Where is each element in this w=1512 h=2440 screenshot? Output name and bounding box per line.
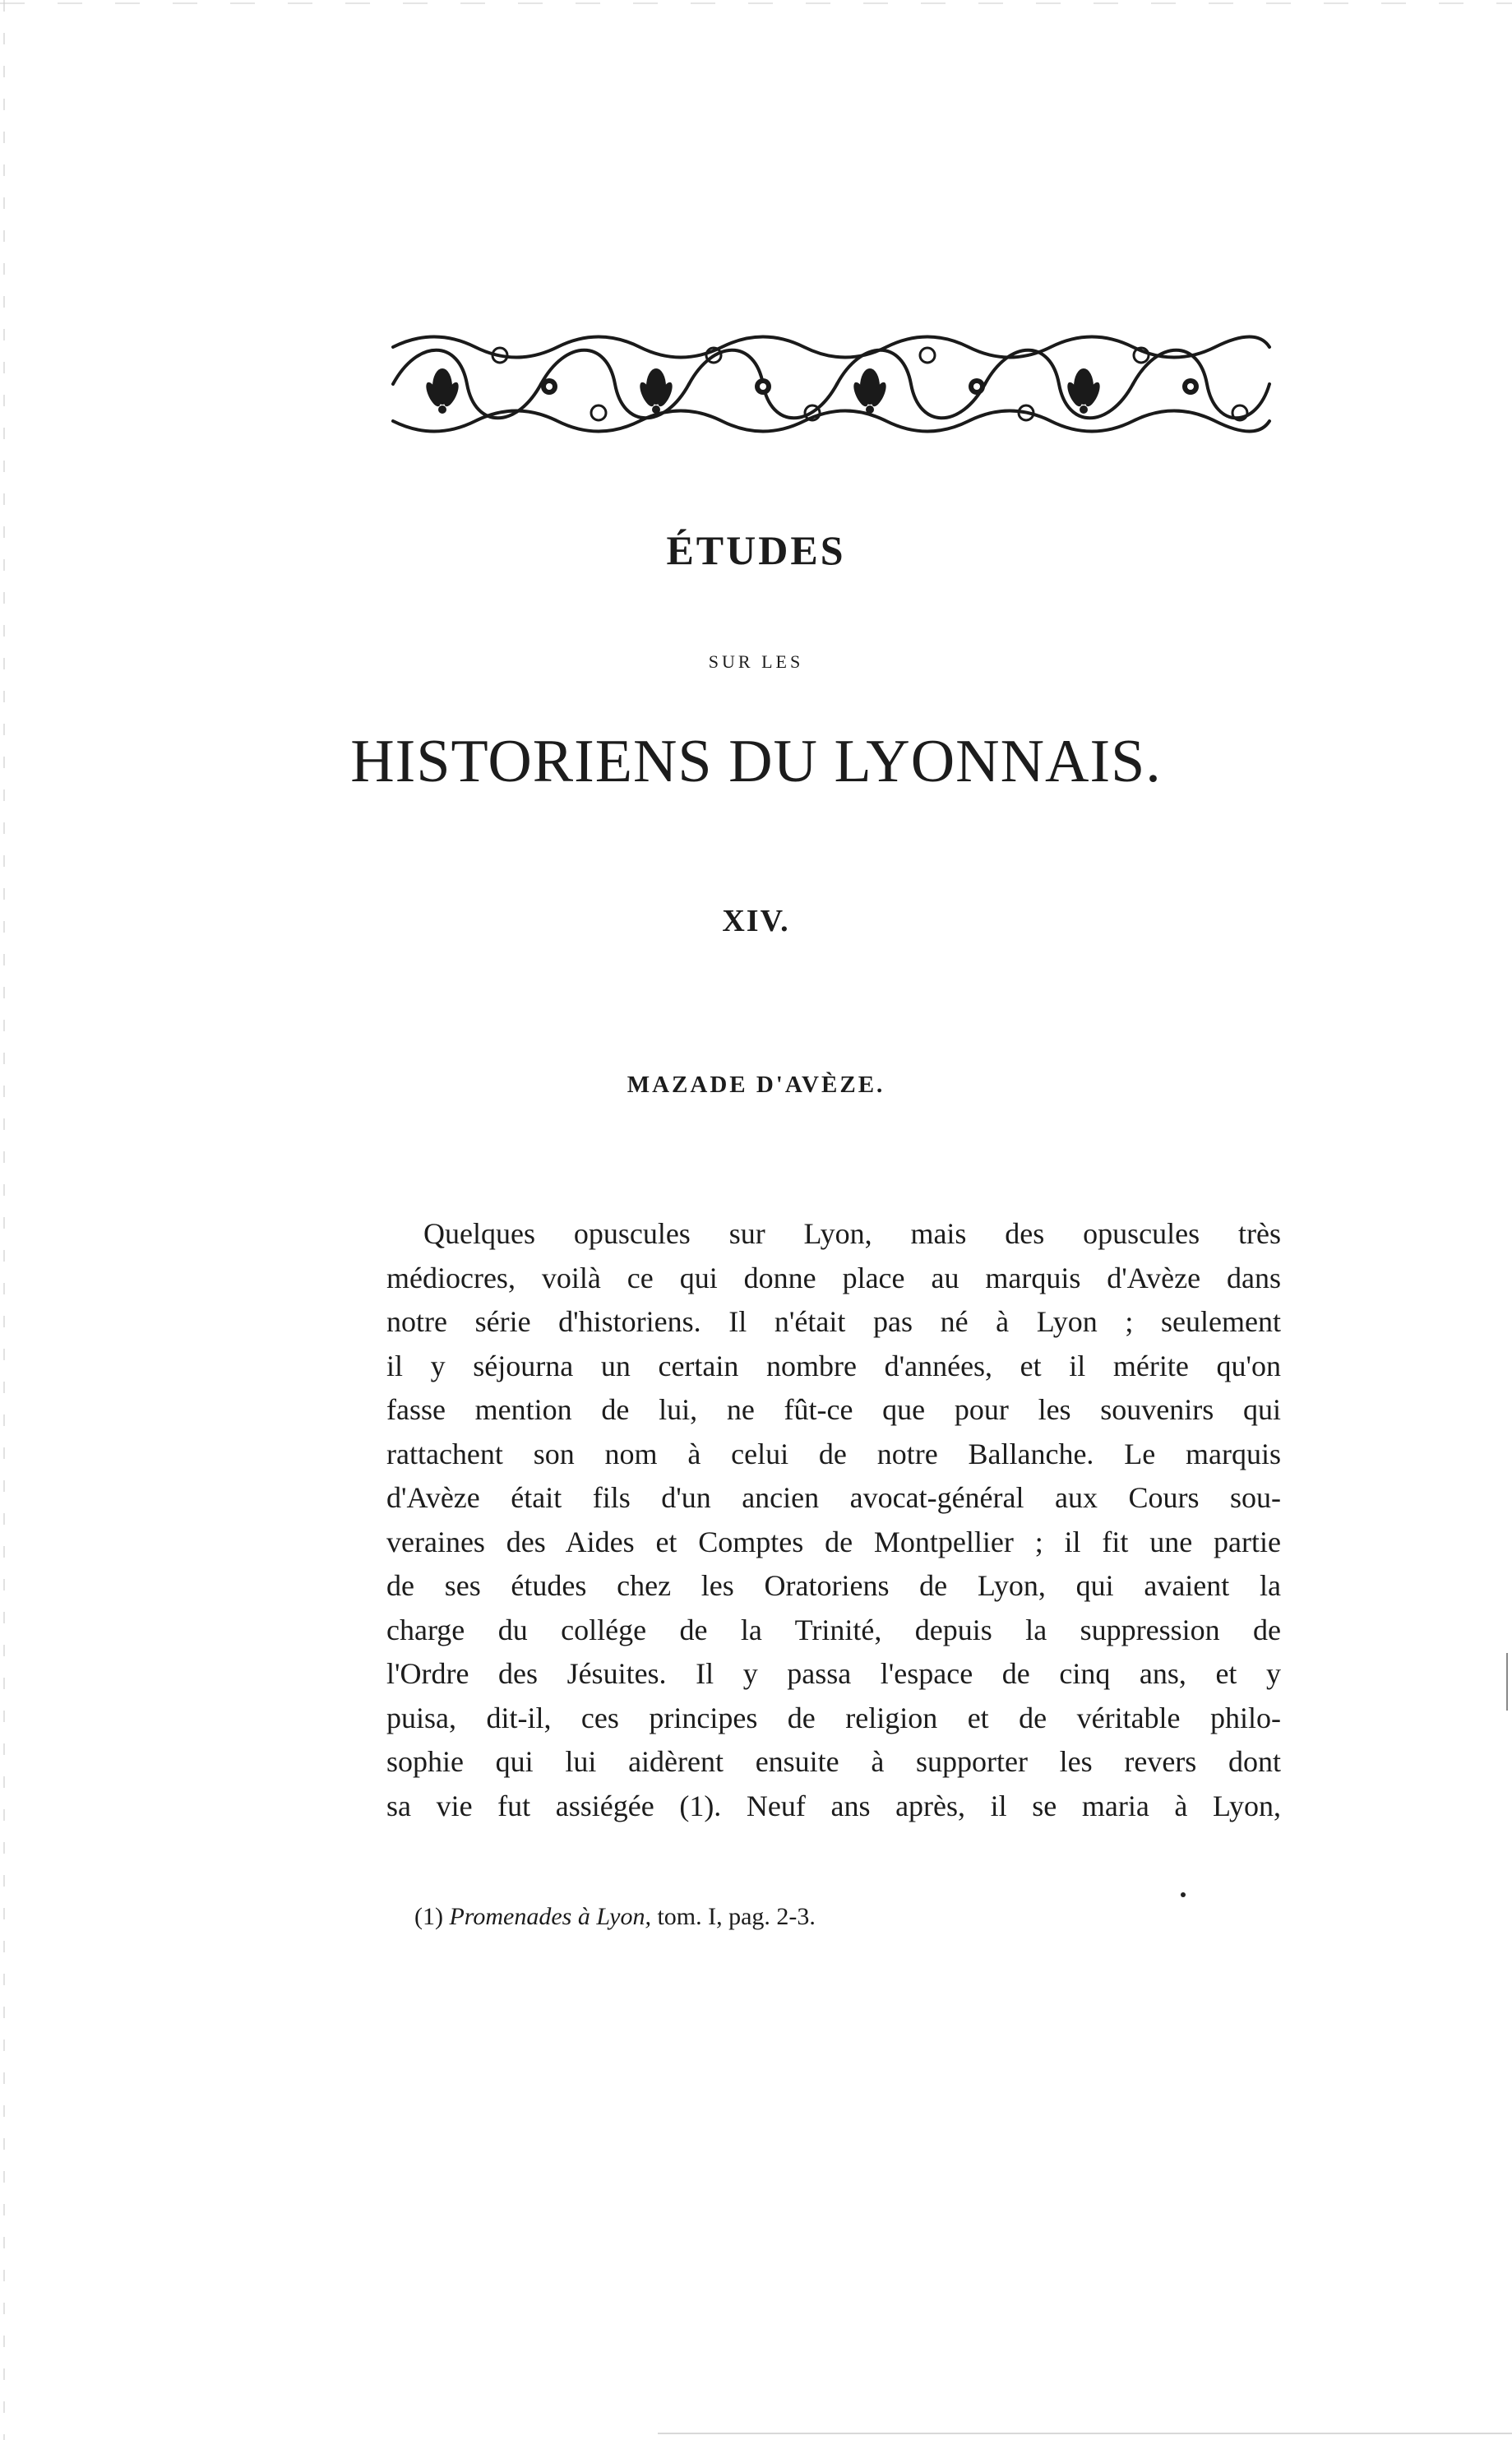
title-connector: SUR LES <box>708 651 804 672</box>
body-paragraph <box>386 1212 1281 1828</box>
footnote-work-title: Promenades à Lyon, <box>449 1903 651 1930</box>
page-title: ÉTUDES <box>666 527 846 573</box>
footnote-marker: (1) <box>414 1903 443 1930</box>
floral-ornament-icon <box>385 322 1278 446</box>
body-line: médiocres, voilà ce qui donne place au marquis d'Avèze dans <box>386 1261 1281 1294</box>
footnote-reference: tom. I, pag. 2-3. <box>657 1903 816 1930</box>
body-line: fasse mention de lui, ne fût-ce que pour les souvenirs qui <box>386 1393 1281 1426</box>
chapter-number: XIV. <box>722 904 790 938</box>
body-line: d'Avèze était fils d'un ancien avocat-général aux Cours sou- <box>386 1481 1281 1514</box>
body-line: veraines des Aides et Comptes de Montpellier ; il fit une partie <box>386 1525 1281 1558</box>
body-line: l'Ordre des Jésuites. Il y passa l'espace de cinq ans, et y <box>386 1657 1281 1690</box>
body-line: sa vie fut assiégée (1). Neuf ans après, il se maria à Lyon, <box>386 1789 1281 1822</box>
body-line: de ses études chez les Oratoriens de Lyon, qui avaient la <box>386 1569 1281 1602</box>
chapter-subject: MAZADE D'AVÈZE. <box>627 1072 885 1098</box>
margin-mark <box>1506 1653 1508 1711</box>
body-line: rattachent son nom à celui de notre Ballanche. Le marquis <box>386 1437 1281 1470</box>
body-line: notre série d'historiens. Il n'était pas né à Lyon ; seulement <box>386 1305 1281 1338</box>
body-line: Quelques opuscules sur Lyon, mais des opuscules très <box>423 1217 1281 1250</box>
body-line: sophie qui lui aidèrent ensuite à supporter les revers dont <box>386 1745 1281 1778</box>
scan-edge-left <box>3 0 5 2440</box>
page-subtitle: HISTORIENS DU LYONNAIS. <box>350 728 1162 795</box>
body-line: il y séjourna un certain nombre d'années, et il mérite qu'on <box>386 1349 1281 1382</box>
scan-edge-top <box>0 2 1512 4</box>
stray-ink-dot <box>1181 1892 1186 1897</box>
body-line: puisa, dit-il, ces principes de religion et de véritable philo- <box>386 1701 1281 1734</box>
body-line: charge du collége de la Trinité, depuis la suppression de <box>386 1613 1281 1646</box>
scan-edge-bottom <box>658 2433 1512 2434</box>
footnote <box>414 1903 816 1931</box>
